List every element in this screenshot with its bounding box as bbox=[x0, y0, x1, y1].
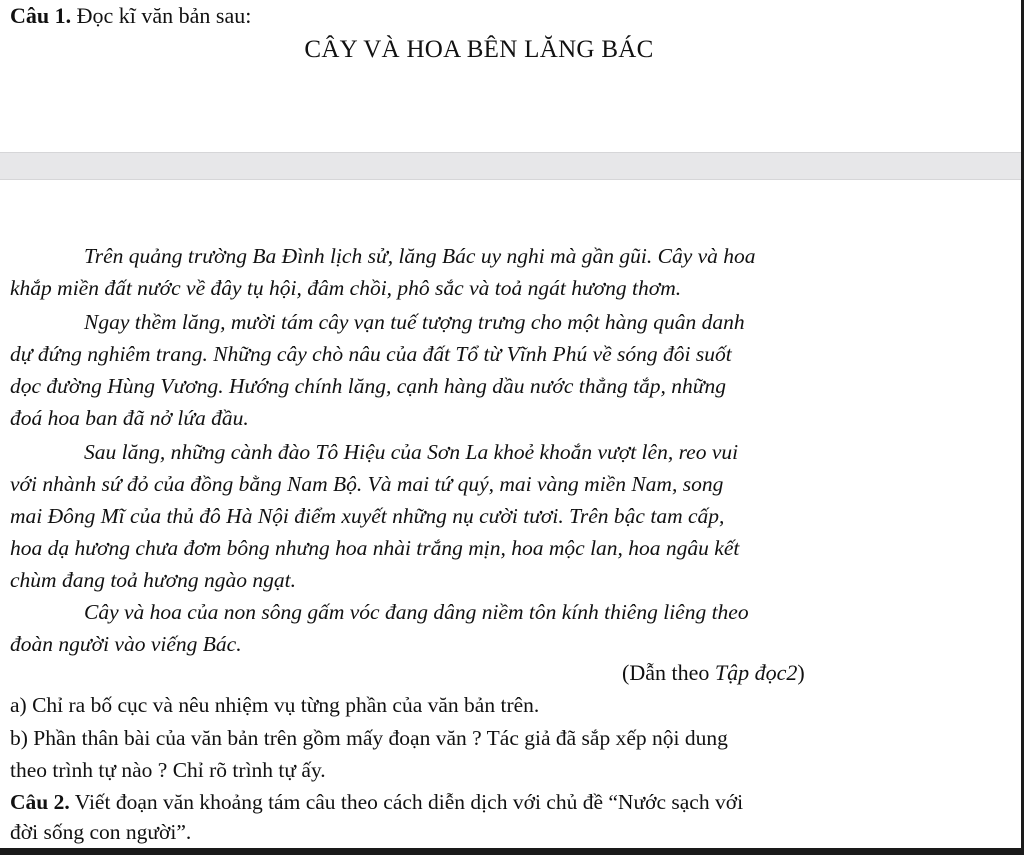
passage-line: với nhành sứ đỏ của đồng bằng Nam Bộ. Và mai tứ quý, mai vàng miền Nam, song bbox=[10, 472, 724, 496]
passage-line: Ngay thềm lăng, mười tám cây vạn tuế tượng trưng cho một hàng quân danh bbox=[84, 310, 745, 334]
question-1-instruction: Đọc kĩ văn bản sau: bbox=[76, 3, 252, 28]
bottom-edge bbox=[0, 848, 1024, 855]
passage-title: CÂY VÀ HOA BÊN LĂNG BÁC bbox=[304, 36, 654, 63]
question-2-line: đời sống con người”. bbox=[10, 820, 192, 844]
passage-line: mai Đông Mĩ của thủ đô Hà Nội điểm xuyết những nụ cười tươi. Trên bậc tam cấp, bbox=[10, 504, 725, 528]
source-citation bbox=[622, 660, 805, 686]
page-break bbox=[0, 152, 1021, 180]
question-2-number: Câu 2. bbox=[10, 790, 70, 814]
passage-line: chùm đang toả hương ngào ngạt. bbox=[10, 568, 296, 592]
question-2-line bbox=[10, 790, 743, 815]
passage-line: hoa dạ hương chưa đơm bông nhưng hoa nhài trắng mịn, hoa mộc lan, hoa ngâu kết bbox=[10, 536, 740, 560]
passage-line: dự đứng nghiêm trang. Những cây chò nâu của đất Tổ từ Vĩnh Phú về sóng đôi suốt bbox=[10, 342, 732, 366]
question-1-heading bbox=[10, 3, 251, 29]
passage-line: khắp miền đất nước về đây tụ hội, đâm chồi, phô sắc và toả ngát hương thơm. bbox=[10, 276, 682, 300]
passage-line: Cây và hoa của non sông gấm vóc đang dâng niềm tôn kính thiêng liêng theo bbox=[84, 600, 749, 624]
source-prefix: (Dẫn theo bbox=[622, 660, 715, 685]
question-2-text: Viết đoạn văn khoảng tám câu theo cách diễn dịch với chủ đề “Nước sạch với bbox=[69, 790, 744, 814]
passage-line: dọc đường Hùng Vương. Hướng chính lăng, cạnh hàng dầu nước thẳng tắp, những bbox=[10, 374, 727, 398]
passage-line: Trên quảng trường Ba Đình lịch sử, lăng Bác uy nghi mà gần gũi. Cây và hoa bbox=[84, 244, 756, 268]
source-book: Tập đọc2 bbox=[714, 660, 798, 685]
passage-line: đoàn người vào viếng Bác. bbox=[10, 632, 242, 656]
passage-line: Sau lăng, những cành đào Tô Hiệu của Sơn La khoẻ khoắn vượt lên, reo vui bbox=[84, 440, 739, 464]
passage-line: đoá hoa ban đã nở lứa đầu. bbox=[10, 406, 249, 430]
source-suffix: ) bbox=[797, 660, 805, 685]
question-b-line: theo trình tự nào ? Chỉ rõ trình tự ấy. bbox=[10, 758, 326, 782]
question-1-number: Câu 1. bbox=[10, 3, 72, 28]
question-a: a) Chỉ ra bố cục và nêu nhiệm vụ từng phần của văn bản trên. bbox=[10, 693, 540, 717]
question-b-line: b) Phần thân bài của văn bản trên gồm mấy đoạn văn ? Tác giả đã sắp xếp nội dung bbox=[10, 726, 728, 750]
